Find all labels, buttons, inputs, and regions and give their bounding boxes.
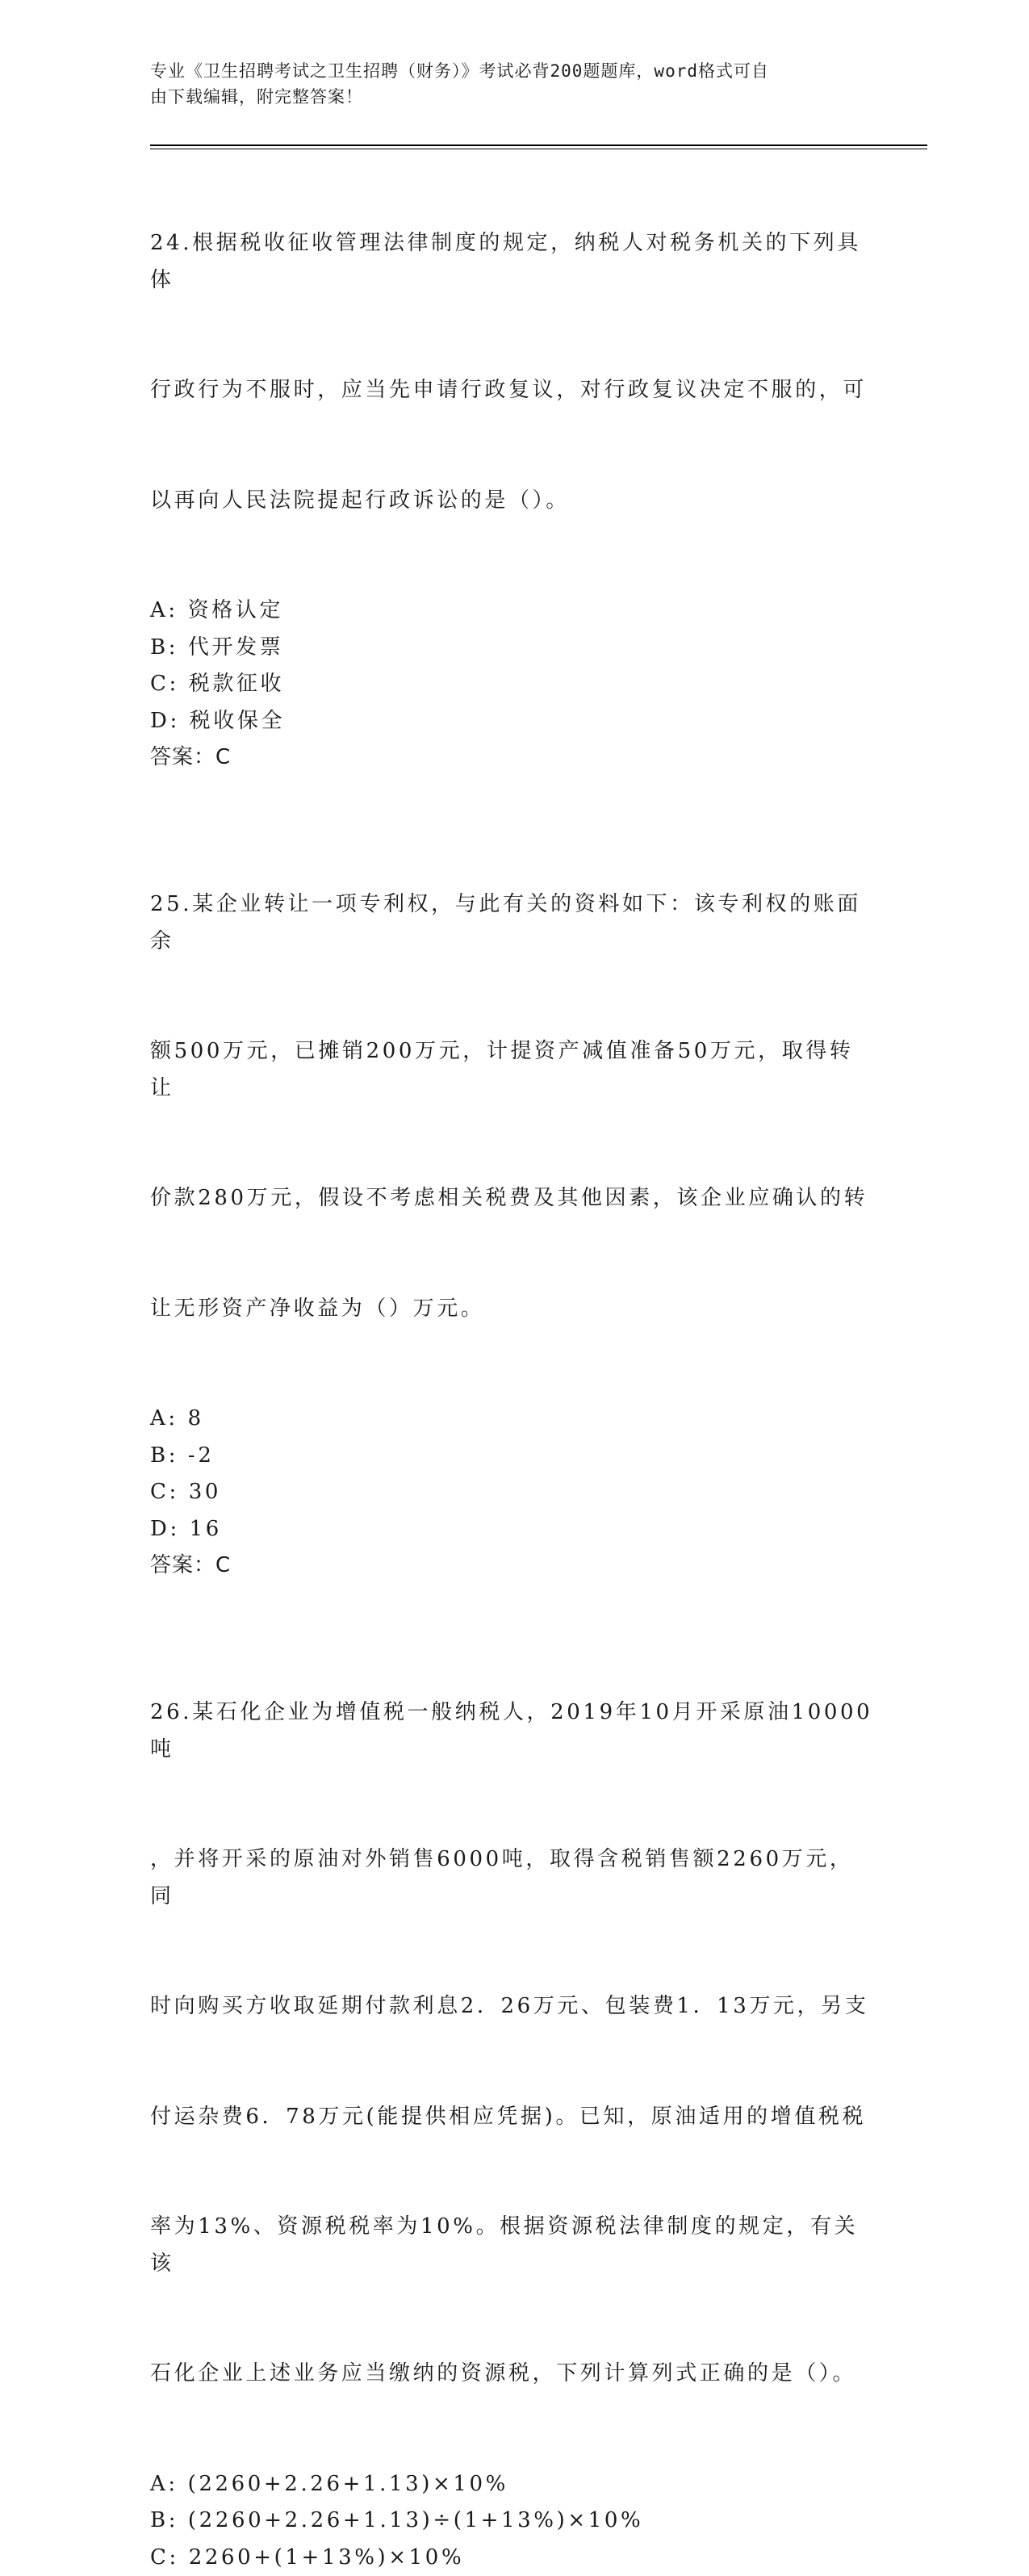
option-d: D: 16 xyxy=(150,1511,876,1548)
option-c: C: 2260+(1+13%)×10% xyxy=(150,2540,876,2576)
stem-line: 让无形资产净收益为（）万元。 xyxy=(150,1291,876,1328)
answer-label: 答案：C xyxy=(150,1548,876,1585)
option-b: B: (2260+2.26+1.13)÷(1+13%)×10% xyxy=(150,2503,876,2540)
question-26 xyxy=(150,1621,876,2576)
question-24 xyxy=(150,152,876,777)
stem-line: 付运杂费6．78万元(能提供相应凭据)。已知，原油适用的增值税税 xyxy=(150,2099,876,2136)
stem-line: 额500万元，已摊销200万元，计提资产减值准备50万元，取得转让 xyxy=(150,1033,876,1107)
document-header xyxy=(150,58,860,110)
stem-line: 26.某石化企业为增值税一般纳税人，2019年10月开采原油10000吨 xyxy=(150,1694,876,1768)
question-spacer xyxy=(150,777,876,814)
answer-label: 答案：C xyxy=(150,739,876,777)
option-a: A: 8 xyxy=(150,1401,876,1438)
stem-line: 以再向人民法院提起行政诉讼的是（）。 xyxy=(150,483,876,520)
stem-line: 率为13%、资源税税率为10%。根据资源税法律制度的规定，有关该 xyxy=(150,2209,876,2282)
question-stem xyxy=(150,152,876,593)
stem-line: 时向购买方收取延期付款利息2．26万元、包装费1．13万元，另支 xyxy=(150,1988,876,2025)
stem-line: 价款280万元，假设不考虑相关税费及其他因素，该企业应确认的转 xyxy=(150,1180,876,1217)
header-divider-thick xyxy=(150,145,927,146)
stem-line: ，并将开采的原油对外销售6000吨，取得含税销售额2260万元，同 xyxy=(150,1841,876,1915)
question-stem xyxy=(150,813,876,1401)
question-25 xyxy=(150,813,876,1585)
option-a: A: 资格认定 xyxy=(150,593,876,630)
stem-line: 行政行为不服时，应当先申请行政复议，对行政复议决定不服的，可 xyxy=(150,372,876,409)
header-line-2: 由下载编辑，附完整答案！ xyxy=(150,84,860,110)
stem-line: 25.某企业转让一项专利权，与此有关的资料如下：该专利权的账面余 xyxy=(150,886,876,960)
question-spacer xyxy=(150,1585,876,1622)
question-list xyxy=(150,152,876,2576)
question-stem xyxy=(150,1621,876,2466)
stem-line: 石化企业上述业务应当缴纳的资源税，下列计算列式正确的是（）。 xyxy=(150,2356,876,2393)
option-b: B: -2 xyxy=(150,1438,876,1475)
option-c: C: 30 xyxy=(150,1474,876,1511)
option-d: D: 税收保全 xyxy=(150,703,876,740)
option-c: C: 税款征收 xyxy=(150,666,876,703)
header-line-1: 专业《卫生招聘考试之卫生招聘（财务）》考试必背200题题库，word格式可自 xyxy=(150,58,860,84)
stem-line: 24.根据税收征收管理法律制度的规定，纳税人对税务机关的下列具体 xyxy=(150,225,876,299)
option-b: B: 代开发票 xyxy=(150,630,876,667)
option-a: A: (2260+2.26+1.13)×10% xyxy=(150,2466,876,2503)
